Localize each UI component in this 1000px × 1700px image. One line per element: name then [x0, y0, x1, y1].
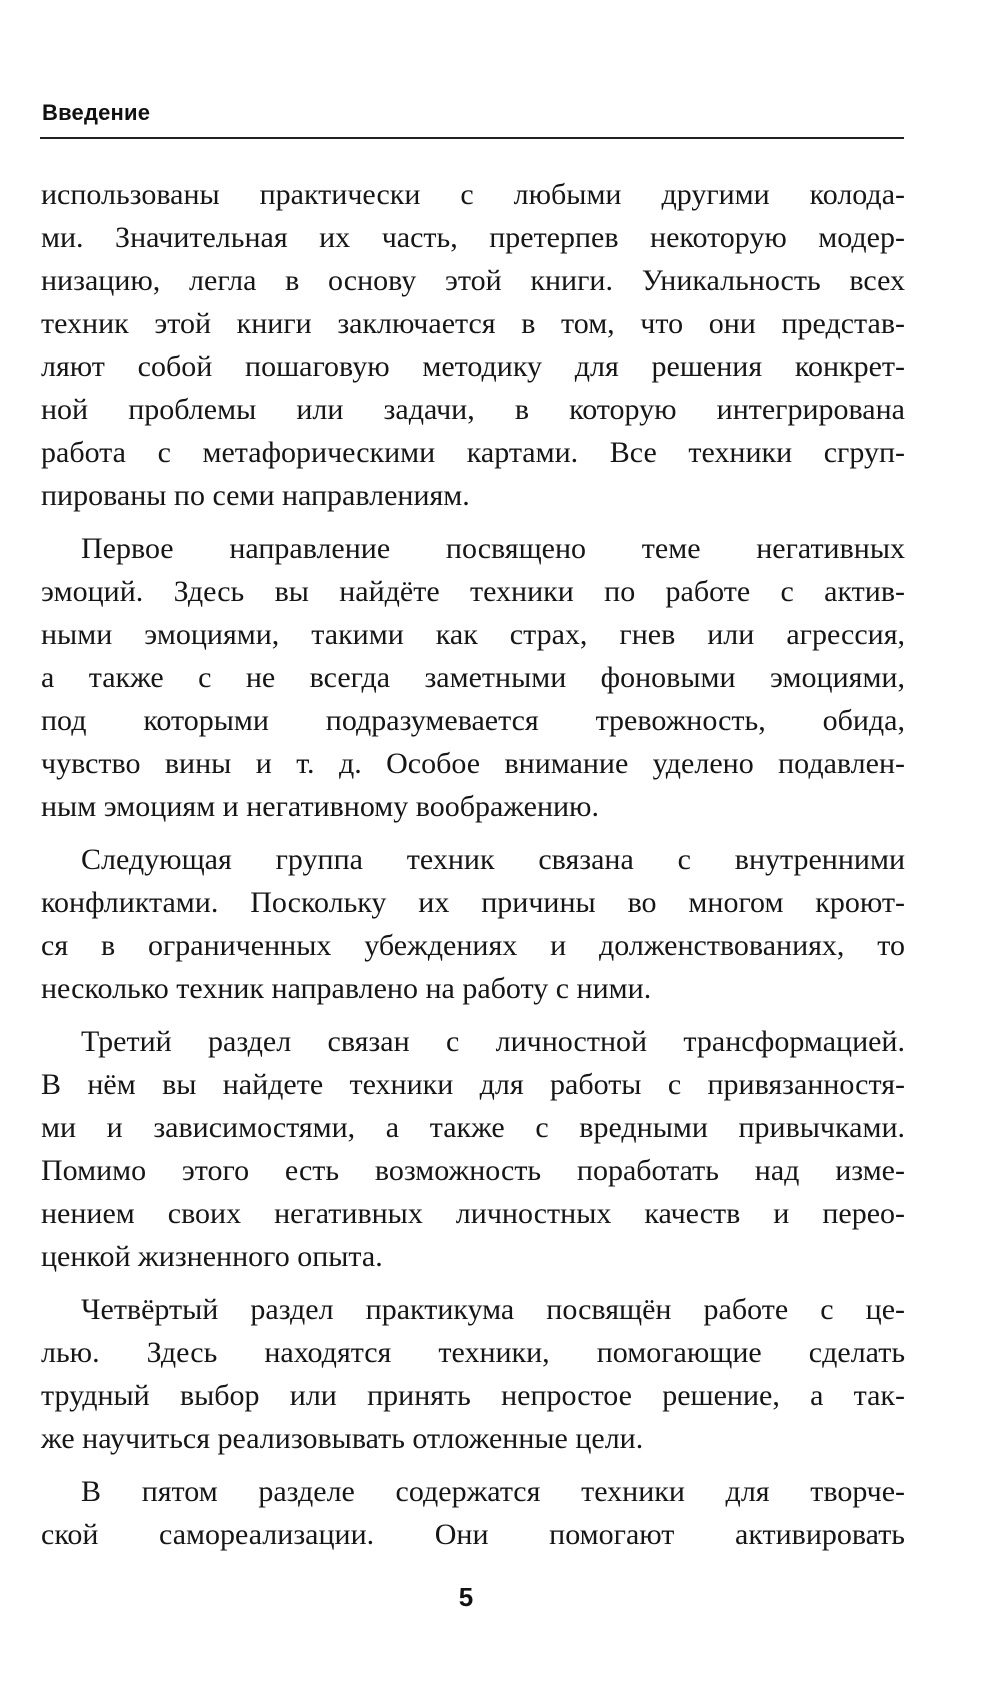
page-number-container: [0, 1582, 1000, 1613]
text-line: ской самореализации. Они помогают активировать: [41, 1518, 905, 1551]
text-line: ся в ограниченных убеждениях и долженствованиях, то: [41, 929, 905, 962]
text-line: а также с не всегда заметными фоновыми эмоциями,: [41, 661, 905, 694]
paragraph: [41, 1470, 905, 1556]
text-line: низацию, легла в основу этой книги. Уникальность всех: [41, 264, 905, 297]
text-line: пированы по семи направлениям.: [41, 479, 470, 512]
text-line: Четвёртый раздел практикума посвящён работе с це-: [81, 1293, 905, 1326]
paragraph-gap: [41, 828, 905, 838]
text-line: же научиться реализовывать отложенные цели.: [41, 1422, 644, 1455]
paragraph-gap: [41, 517, 905, 527]
paragraph-gap: [41, 1278, 905, 1288]
text-line: ной проблемы или задачи, в которую интегрирована: [41, 393, 905, 426]
text-line: ми. Значительная их часть, претерпев некоторую модер-: [41, 221, 905, 254]
page-number: 5: [458, 1582, 474, 1612]
header-rule: [40, 137, 904, 139]
text-line: ценкой жизненного опыта.: [41, 1240, 383, 1273]
text-line: под которыми подразумевается тревожность, обида,: [41, 704, 905, 737]
text-line: техник этой книги заключается в том, что они представ-: [41, 307, 905, 340]
paragraph: [41, 1020, 905, 1278]
text-line: работа с метафорическими картами. Все техники сгруп-: [41, 436, 905, 469]
paragraph: [41, 838, 905, 1010]
text-line: нением своих негативных личностных качеств и перео-: [41, 1197, 905, 1230]
text-line: несколько техник направлено на работу с ними.: [41, 972, 652, 1005]
paragraph-gap: [41, 1460, 905, 1470]
text-line: лью. Здесь находятся техники, помогающие сделать: [41, 1336, 905, 1369]
text-line: ным эмоциям и негативному воображению.: [41, 790, 599, 823]
text-line: Помимо этого есть возможность поработать над изме-: [41, 1154, 905, 1187]
body-text: [41, 173, 905, 1556]
text-line: В нём вы найдете техники для работы с привязанностя-: [41, 1068, 905, 1101]
running-head: Введение: [42, 100, 151, 125]
paragraph: [41, 1288, 905, 1460]
paragraph: [41, 527, 905, 828]
text-line: В пятом разделе содержатся техники для творче-: [81, 1475, 905, 1508]
text-line: чувство вины и т. д. Особое внимание уделено подавлен-: [41, 747, 905, 780]
text-line: Первое направление посвящено теме негативных: [81, 532, 905, 565]
text-line: использованы практически с любыми другими колода-: [41, 178, 905, 211]
paragraph: [41, 173, 905, 517]
text-line: ляют собой пошаговую методику для решения конкрет-: [41, 350, 905, 383]
text-line: трудный выбор или принять непростое решение, а так-: [41, 1379, 905, 1412]
paragraph-gap: [41, 1010, 905, 1020]
text-line: Следующая группа техник связана с внутренними: [81, 843, 905, 876]
text-line: Третий раздел связан с личностной трансформацией.: [81, 1025, 905, 1058]
text-line: конфликтами. Поскольку их причины во многом кроют-: [41, 886, 905, 919]
text-line: ми и зависимостями, а также с вредными привычками.: [41, 1111, 905, 1144]
text-line: ными эмоциями, такими как страх, гнев или агрессия,: [41, 618, 905, 651]
text-line: эмоций. Здесь вы найдёте техники по работе с актив-: [41, 575, 905, 608]
